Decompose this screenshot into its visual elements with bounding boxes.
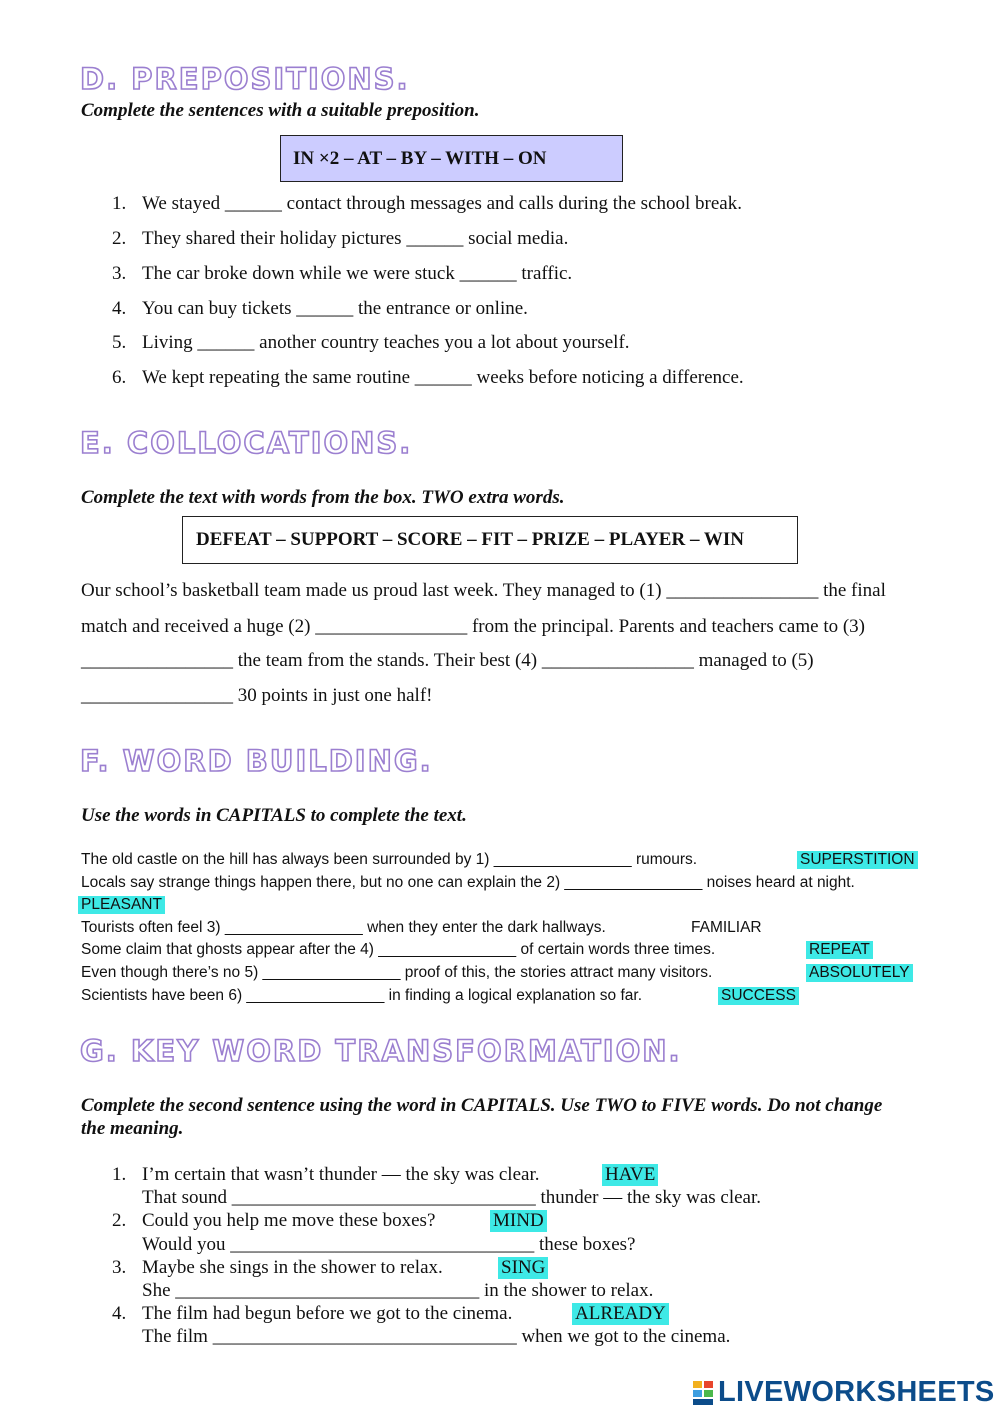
section-g-item-first [112, 1164, 539, 1186]
section-d-instruction: Complete the sentences with a suitable preposition. [81, 100, 480, 121]
item-number: 5. [112, 332, 127, 353]
item-text: You can buy tickets ______ the entrance or online. [142, 298, 528, 319]
liveworksheets-logo-icon [692, 1380, 714, 1406]
item-number: 3. [112, 263, 127, 284]
section-d-word-box-text: IN ×2 – AT – BY – WITH – ON [293, 147, 547, 169]
section-g-key-word: SING [498, 1257, 548, 1279]
item-number: 6. [112, 367, 127, 388]
section-f-key-word: REPEAT [806, 941, 873, 959]
section-e-word-box [182, 516, 798, 564]
liveworksheets-logo [692, 1376, 995, 1409]
section-d-heading: D. PREPOSITIONS. [80, 62, 410, 96]
section-f-key-word: SUPERSTITION [797, 851, 918, 869]
item-text: We kept repeating the same routine ______ weeks before noticing a difference. [142, 367, 744, 388]
item-text: I’m certain that wasn’t thunder — the sky was clear. [142, 1164, 540, 1185]
section-g-item-second: The film ________________________________ when we got to the cinema. [142, 1326, 731, 1347]
section-e-text-line: ________________ 30 points in just one half! [81, 685, 433, 706]
section-f-key-word: PLEASANT [78, 896, 165, 914]
item-number: 1. [112, 193, 127, 214]
section-g-item-second: She ________________________________ in the shower to relax. [142, 1280, 654, 1301]
item-text: We stayed ______ contact through messages and calls during the school break. [142, 193, 742, 214]
item-number: 4. [112, 298, 127, 319]
section-g-item-first [112, 1303, 512, 1325]
section-f-key-word: ABSOLUTELY [806, 964, 913, 982]
section-f-line: The old castle on the hill has always been surrounded by 1) ________________ rumours. [81, 851, 698, 868]
section-g-heading: G. KEY WORD TRANSFORMATION. [80, 1034, 682, 1068]
section-f-line: Scientists have been 6) ________________ in finding a logical explanation so far. [81, 987, 642, 1004]
section-f-key-word: FAMILIAR [691, 919, 762, 936]
section-f-heading: F. WORD BUILDING. [80, 744, 433, 778]
item-number: 2. [112, 228, 127, 249]
section-g-key-word: ALREADY [572, 1303, 669, 1325]
section-d-item [112, 228, 568, 250]
item-text: The car broke down while we were stuck ______ traffic. [142, 263, 573, 284]
item-text: The film had begun before we got to the cinema. [142, 1303, 513, 1324]
item-text: Could you help me move these boxes? [142, 1210, 436, 1231]
section-e-instruction: Complete the text with words from the box. TWO extra words. [81, 487, 565, 508]
item-text: Maybe she sings in the shower to relax. [142, 1257, 443, 1278]
section-e-word-box-text: DEFEAT – SUPPORT – SCORE – FIT – PRIZE – PLAYER – WIN [196, 529, 744, 550]
section-f-instruction: Use the words in CAPITALS to complete the text. [81, 805, 467, 826]
item-text: Living ______ another country teaches you a lot about yourself. [142, 332, 630, 353]
section-g-item-first [112, 1210, 435, 1232]
section-e-text-line: Our school’s basketball team made us proud last week. They managed to (1) ________________ the final [81, 580, 886, 601]
section-f-line: Some claim that ghosts appear after the 4) ________________ of certain words three times. [81, 941, 716, 958]
section-f-line: Tourists often feel 3) ________________ when they enter the dark hallways. [81, 919, 606, 936]
section-g-instruction: Complete the second sentence using the word in CAPITALS. Use TWO to FIVE words. Do not change [81, 1095, 883, 1116]
item-number: 3. [112, 1257, 127, 1278]
item-text: They shared their holiday pictures ______ social media. [142, 228, 569, 249]
section-d-word-box [280, 135, 623, 182]
section-d-item [112, 298, 528, 320]
section-g-instruction: the meaning. [81, 1118, 184, 1139]
section-e-text-line: ________________ the team from the stands. Their best (4) ________________ managed to (5) [81, 650, 814, 671]
item-number: 1. [112, 1164, 127, 1185]
item-number: 2. [112, 1210, 127, 1231]
section-f-line: Even though there’s no 5) ________________ proof of this, the stories attract many visitors. [81, 964, 713, 981]
section-d-item [112, 193, 742, 215]
section-g-key-word: MIND [490, 1210, 547, 1232]
liveworksheets-logo-text: LIVEWORKSHEETS [718, 1376, 995, 1408]
section-f-key-word: SUCCESS [718, 987, 799, 1005]
section-g-item-first [112, 1257, 443, 1279]
section-d-item [112, 367, 744, 389]
item-number: 4. [112, 1303, 127, 1324]
section-g-item-second: Would you ________________________________ these boxes? [142, 1234, 636, 1255]
section-f-line: Locals say strange things happen there, but no one can explain the 2) ________________ noises heard at night. [81, 874, 855, 891]
section-g-key-word: HAVE [602, 1164, 658, 1186]
section-e-heading: E. COLLOCATIONS. [80, 426, 413, 460]
section-d-item [112, 263, 572, 285]
section-g-item-second: That sound ________________________________ thunder — the sky was clear. [142, 1187, 762, 1208]
section-e-text-line: match and received a huge (2) ________________ from the principal. Parents and teachers came to (3) [81, 616, 866, 637]
section-d-item [112, 332, 630, 354]
